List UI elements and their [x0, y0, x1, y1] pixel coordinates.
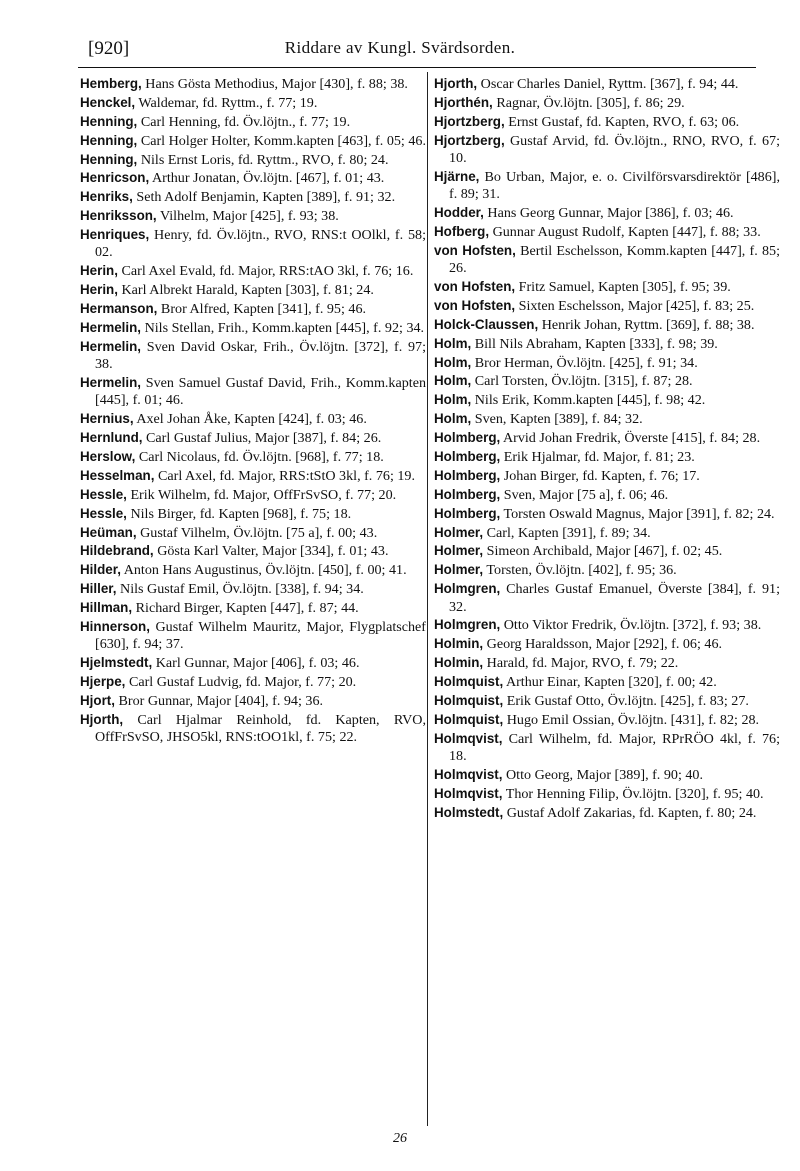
register-entry — [434, 132, 780, 168]
column-divider — [427, 72, 428, 1126]
register-entry — [80, 281, 426, 299]
entry-surname: Holmberg, — [434, 467, 501, 483]
register-entry — [434, 730, 780, 766]
entry-surname: Holmquist, — [434, 693, 504, 709]
register-entry — [434, 75, 780, 93]
entry-details: Nils Erik, Komm.kapten [445], f. 98; 42. — [474, 392, 706, 409]
entry-details: Carl Torsten, Öv.löjtn. [315], f. 87; 28. — [474, 373, 693, 390]
entry-surname: Hesselman, — [80, 467, 155, 483]
entry-details: Otto Viktor Fredrik, Öv.löjtn. [372], f. 93; 38. — [503, 617, 762, 634]
footer-page-number: 26 — [393, 1131, 407, 1146]
register-entry — [434, 297, 780, 315]
entry-surname: Hjort, — [80, 693, 115, 709]
entry-surname: Hessle, — [80, 486, 127, 502]
entry-surname: Holmer, — [434, 543, 484, 559]
entry-surname: Hilder, — [80, 562, 121, 578]
entry-details: Nils Stellan, Frih., Komm.kapten [445], f. 92; 34. — [144, 319, 425, 336]
register-entry — [434, 242, 780, 278]
register-entry — [434, 616, 780, 634]
entry-surname: Hinnerson, — [80, 619, 150, 635]
register-entry — [80, 132, 426, 150]
register-entry — [80, 338, 426, 374]
entry-details: Bror Alfred, Kapten [341], f. 95; 46. — [160, 301, 367, 318]
entry-details: Oscar Charles Daniel, Ryttm. [367], f. 94; 44. — [480, 76, 739, 92]
register-entry — [80, 448, 426, 466]
entry-surname: Holmer, — [434, 524, 484, 540]
register-entry — [434, 223, 780, 241]
entry-details: Erik Wilhelm, fd. Major, OffFrSvSO, f. 77; 20. — [130, 486, 397, 503]
entry-details: Gustaf Adolf Zakarias, fd. Kapten, f. 80; 24. — [506, 804, 757, 821]
entry-details: Bror Herman, Öv.löjtn. [425], f. 91; 34. — [474, 354, 698, 371]
entry-surname: Hjorthén, — [434, 94, 493, 110]
entry-details: Nils Birger, fd. Kapten [968], f. 75; 18. — [130, 505, 352, 522]
register-entry — [80, 692, 426, 710]
register-entry — [80, 542, 426, 560]
entry-surname: Holmquist, — [434, 674, 504, 690]
entry-surname: Holm, — [434, 373, 472, 389]
register-entry — [434, 372, 780, 390]
entry-details: Bill Nils Abraham, Kapten [333], f. 98; 39. — [474, 335, 718, 352]
register-entry — [80, 207, 426, 225]
entry-surname: Henriks, — [80, 189, 133, 205]
entry-details: Sven, Kapten [389], f. 84; 32. — [474, 411, 643, 428]
register-entry — [80, 561, 426, 579]
entry-surname: Hemberg, — [80, 76, 142, 91]
entry-surname: Holmgren, — [434, 617, 501, 633]
entry-details: Carl Hjalmar Reinhold, fd. Kapten, RVO, OffFrSvSO, JHSO5kl, RNS:tOO1kl, f. 75; 22. — [95, 711, 426, 746]
register-entry — [434, 692, 780, 710]
entry-details: Karl Albrekt Harald, Kapten [303], f. 81; 24. — [121, 282, 374, 299]
register-entry — [434, 429, 780, 447]
register-entry — [434, 410, 780, 428]
register-entry — [80, 410, 426, 428]
register-entry — [434, 505, 780, 523]
entry-surname: Hildebrand, — [80, 543, 154, 559]
register-entry — [80, 467, 426, 485]
entry-details: Sven, Major [75 a], f. 06; 46. — [503, 486, 669, 503]
entry-details: Sven David Oskar, Frih., Öv.löjtn. [372], f. 97; 38. — [95, 338, 426, 373]
entry-surname: Hjerpe, — [80, 674, 126, 690]
register-entry — [434, 94, 780, 112]
entry-details: Vilhelm, Major [425], f. 93; 38. — [159, 208, 339, 225]
entry-surname: Holm, — [434, 411, 472, 427]
register-entry — [80, 599, 426, 617]
entry-surname: Hessle, — [80, 505, 127, 521]
register-entry — [80, 374, 426, 410]
entry-surname: Hofberg, — [434, 223, 490, 239]
entry-surname: von Hofsten, — [434, 242, 516, 258]
entry-details: Hugo Emil Ossian, Öv.löjtn. [431], f. 82; 28. — [506, 711, 760, 728]
register-entry — [434, 524, 780, 542]
entry-surname: Hillman, — [80, 600, 133, 616]
register-entry — [434, 204, 780, 222]
register-entry — [434, 335, 780, 353]
entry-details: Gunnar August Rudolf, Kapten [447], f. 88; 33. — [492, 223, 761, 240]
entry-details: Gustaf Vilhelm, Öv.löjtn. [75 a], f. 00; 43. — [140, 524, 378, 541]
register-entry — [434, 673, 780, 691]
register-entry — [434, 766, 780, 784]
register-entry — [434, 635, 780, 653]
entry-details: Sixten Eschelsson, Major [425], f. 83; 25. — [518, 297, 755, 314]
register-entry — [80, 300, 426, 318]
register-entry — [434, 711, 780, 729]
register-entry — [434, 168, 780, 204]
entry-surname: Holmer, — [434, 562, 484, 578]
register-entry — [80, 75, 426, 93]
entry-details: Bo Urban, Major, e. o. Civilförsvarsdirektör [486], f. 89; 31. — [449, 168, 780, 203]
entry-surname: Hjärne, — [434, 168, 480, 184]
entry-surname: Heüman, — [80, 524, 137, 540]
register-entry — [80, 262, 426, 280]
entry-details: Simeon Archibald, Major [467], f. 02; 45. — [486, 543, 723, 560]
register-entry — [434, 354, 780, 372]
entry-surname: Holmqvist, — [434, 766, 503, 782]
entry-surname: Holmberg, — [434, 486, 501, 502]
entry-details: Richard Birger, Kapten [447], f. 87; 44. — [135, 600, 359, 617]
entry-details: Carl Axel Evald, fd. Major, RRS:tAO 3kl, f. 76; 16. — [121, 263, 414, 280]
register-entry — [434, 486, 780, 504]
register-entry — [434, 654, 780, 672]
register-entry — [80, 169, 426, 187]
entry-details: Gösta Karl Valter, Major [334], f. 01; 43. — [157, 543, 389, 560]
entry-details: Carl Nicolaus, fd. Öv.löjtn. [968], f. 77; 18. — [138, 449, 384, 466]
entry-details: Henry, fd. Öv.löjtn., RVO, RNS:t OOlkl, f. 58; 02. — [95, 227, 426, 261]
register-entry — [80, 486, 426, 504]
entry-surname: von Hofsten, — [434, 279, 516, 295]
entry-surname: Holmberg, — [434, 430, 501, 446]
entry-details: Hans Georg Gunnar, Major [386], f. 03; 46. — [487, 205, 734, 222]
register-entry — [434, 448, 780, 466]
entry-surname: Hermanson, — [80, 301, 158, 317]
entry-surname: Hodder, — [434, 205, 484, 221]
entry-details: Karl Gunnar, Major [406], f. 03; 46. — [155, 655, 360, 672]
entry-details: Carl Axel, fd. Major, RRS:tStO 3kl, f. 76; 19. — [157, 467, 416, 484]
entry-details: Gustaf Wilhelm Mauritz, Major, Flygplatschef [630], f. 94; 37. — [95, 619, 426, 653]
entry-surname: Holmberg, — [434, 449, 501, 465]
entry-surname: Holmqvist, — [434, 730, 503, 746]
entry-details: Fritz Samuel, Kapten [305], f. 95; 39. — [518, 279, 731, 296]
entry-details: Carl Wilhelm, fd. Major, RPrRÖO 4kl, f. 76; 18. — [449, 730, 781, 765]
entry-details: Arvid Johan Fredrik, Överste [415], f. 84; 28. — [502, 430, 761, 447]
register-entry — [80, 226, 426, 262]
entry-details: Johan Birger, fd. Kapten, f. 76; 17. — [503, 467, 700, 484]
register-entry — [434, 467, 780, 485]
entry-details: Nils Ernst Loris, fd. Ryttm., RVO, f. 80; 24. — [140, 151, 389, 168]
entry-surname: Henckel, — [80, 94, 136, 110]
register-entry — [80, 618, 426, 654]
entry-surname: Hjorth, — [80, 711, 124, 727]
entry-details: Hans Gösta Methodius, Major [430], f. 88; 38. — [145, 76, 408, 92]
register-entry — [434, 542, 780, 560]
entry-details: Harald, fd. Major, RVO, f. 79; 22. — [486, 655, 679, 672]
register-entry — [434, 113, 780, 131]
entry-details: Waldemar, fd. Ryttm., f. 77; 19. — [138, 94, 318, 111]
register-entry — [80, 654, 426, 672]
register-entry — [80, 673, 426, 691]
register-entry — [80, 151, 426, 169]
entry-surname: Herin, — [80, 282, 118, 298]
entry-surname: Henriksson, — [80, 208, 157, 224]
register-entry — [80, 188, 426, 206]
entry-details: Nils Gustaf Emil, Öv.löjtn. [338], f. 94; 34. — [120, 581, 364, 598]
entry-surname: Holmin, — [434, 636, 484, 652]
entry-surname: Hjelmstedt, — [80, 655, 153, 671]
entry-surname: Hernlund, — [80, 430, 143, 446]
entry-surname: Hiller, — [80, 581, 117, 597]
entry-details: Carl, Kapten [391], f. 89; 34. — [486, 524, 651, 541]
entry-details: Thor Henning Filip, Öv.löjtn. [320], f. 95; 40. — [505, 785, 764, 802]
entry-details: Henrik Johan, Ryttm. [369], f. 88; 38. — [541, 316, 755, 333]
entry-surname: Hermelin, — [80, 319, 142, 335]
entry-surname: Henning, — [80, 113, 138, 129]
entry-details: Erik Gustaf Otto, Öv.löjtn. [425], f. 83; 27. — [506, 693, 749, 710]
entry-surname: Holmin, — [434, 655, 484, 671]
entry-surname: Henning, — [80, 151, 138, 167]
entry-surname: Herslow, — [80, 449, 136, 465]
running-title: Riddare av Kungl. Svärdsorden. — [284, 38, 516, 57]
entry-surname: Henning, — [80, 132, 138, 148]
register-entry — [80, 711, 426, 747]
entry-surname: Hjortzberg, — [434, 113, 505, 129]
entry-surname: Henriques, — [80, 227, 150, 243]
register-entry — [80, 94, 426, 112]
entry-surname: Hjortzberg, — [434, 132, 505, 148]
entry-details: Carl Holger Holter, Komm.kapten [463], f. 05; 46. — [140, 132, 426, 149]
entry-details: Axel Johan Åke, Kapten [424], f. 03; 46. — [136, 411, 367, 428]
register-entry — [80, 113, 426, 131]
entry-details: Seth Adolf Benjamin, Kapten [389], f. 91; 32. — [136, 189, 396, 206]
entry-surname: Holmqvist, — [434, 785, 503, 801]
entry-surname: Hermelin, — [80, 338, 142, 354]
left-column — [80, 75, 426, 747]
register-entry — [434, 580, 780, 616]
entry-surname: Holm, — [434, 335, 472, 351]
entry-details: Georg Haraldsson, Major [292], f. 06; 46. — [486, 636, 723, 653]
entry-surname: Holm, — [434, 392, 472, 408]
header-rule — [78, 67, 756, 68]
entry-details: Arthur Einar, Kapten [320], f. 00; 42. — [505, 674, 717, 691]
entry-surname: Hermelin, — [80, 375, 142, 391]
entry-details: Arthur Jonatan, Öv.löjtn. [467], f. 01; 43. — [151, 170, 385, 187]
right-column — [434, 75, 780, 823]
register-entry — [80, 429, 426, 447]
entry-details: Otto Georg, Major [389], f. 90; 40. — [505, 766, 704, 783]
register-entry — [434, 561, 780, 579]
entry-details: Anton Hans Augustinus, Öv.löjtn. [450], f. 00; 41. — [123, 562, 407, 579]
entry-details: Ernst Gustaf, fd. Kapten, RVO, f. 63; 06. — [508, 113, 740, 130]
register-entry — [434, 391, 780, 409]
entry-details: Torsten, Öv.löjtn. [402], f. 95; 36. — [486, 562, 677, 579]
register-entry — [80, 580, 426, 598]
register-entry — [434, 785, 780, 803]
entry-surname: Holck-Claussen, — [434, 316, 539, 332]
entry-surname: Holm, — [434, 354, 472, 370]
entry-details: Torsten Oswald Magnus, Major [391], f. 82; 24. — [503, 505, 775, 522]
entry-details: Carl Henning, fd. Öv.löjtn., f. 77; 19. — [140, 113, 351, 130]
entry-surname: von Hofsten, — [434, 297, 516, 313]
entry-details: Erik Hjalmar, fd. Major, f. 81; 23. — [503, 449, 695, 466]
entry-details: Charles Gustaf Emanuel, Överste [384], f. 91; 32. — [449, 581, 780, 615]
register-entry — [434, 804, 780, 822]
entry-details: Gustaf Arvid, fd. Öv.löjtn., RNO, RVO, f. 67; 10. — [449, 132, 780, 166]
register-entry — [80, 505, 426, 523]
entry-details: Carl Gustaf Ludvig, fd. Major, f. 77; 20. — [128, 674, 357, 691]
entry-surname: Hernius, — [80, 411, 134, 427]
register-entry — [434, 278, 780, 296]
entry-details: Bertil Eschelsson, Komm.kapten [447], f. 85; 26. — [449, 242, 781, 277]
entry-details: Carl Gustaf Julius, Major [387], f. 84; 26. — [146, 430, 382, 447]
register-entry — [434, 316, 780, 334]
entry-surname: Henricson, — [80, 170, 150, 186]
entry-surname: Holmgren, — [434, 581, 501, 597]
register-entry — [80, 524, 426, 542]
entry-surname: Hjorth, — [434, 76, 478, 91]
entry-details: Bror Gunnar, Major [404], f. 94; 36. — [118, 693, 324, 710]
entry-surname: Holmberg, — [434, 505, 501, 521]
entry-surname: Herin, — [80, 263, 118, 279]
entry-details: Ragnar, Öv.löjtn. [305], f. 86; 29. — [496, 94, 685, 111]
entry-details: Sven Samuel Gustaf David, Frih., Komm.kapten [445], f. 01; 46. — [95, 375, 426, 409]
register-entry — [80, 319, 426, 337]
page-number: [920] — [88, 38, 130, 59]
entry-surname: Holmquist, — [434, 711, 504, 727]
entry-surname: Holmstedt, — [434, 804, 504, 820]
